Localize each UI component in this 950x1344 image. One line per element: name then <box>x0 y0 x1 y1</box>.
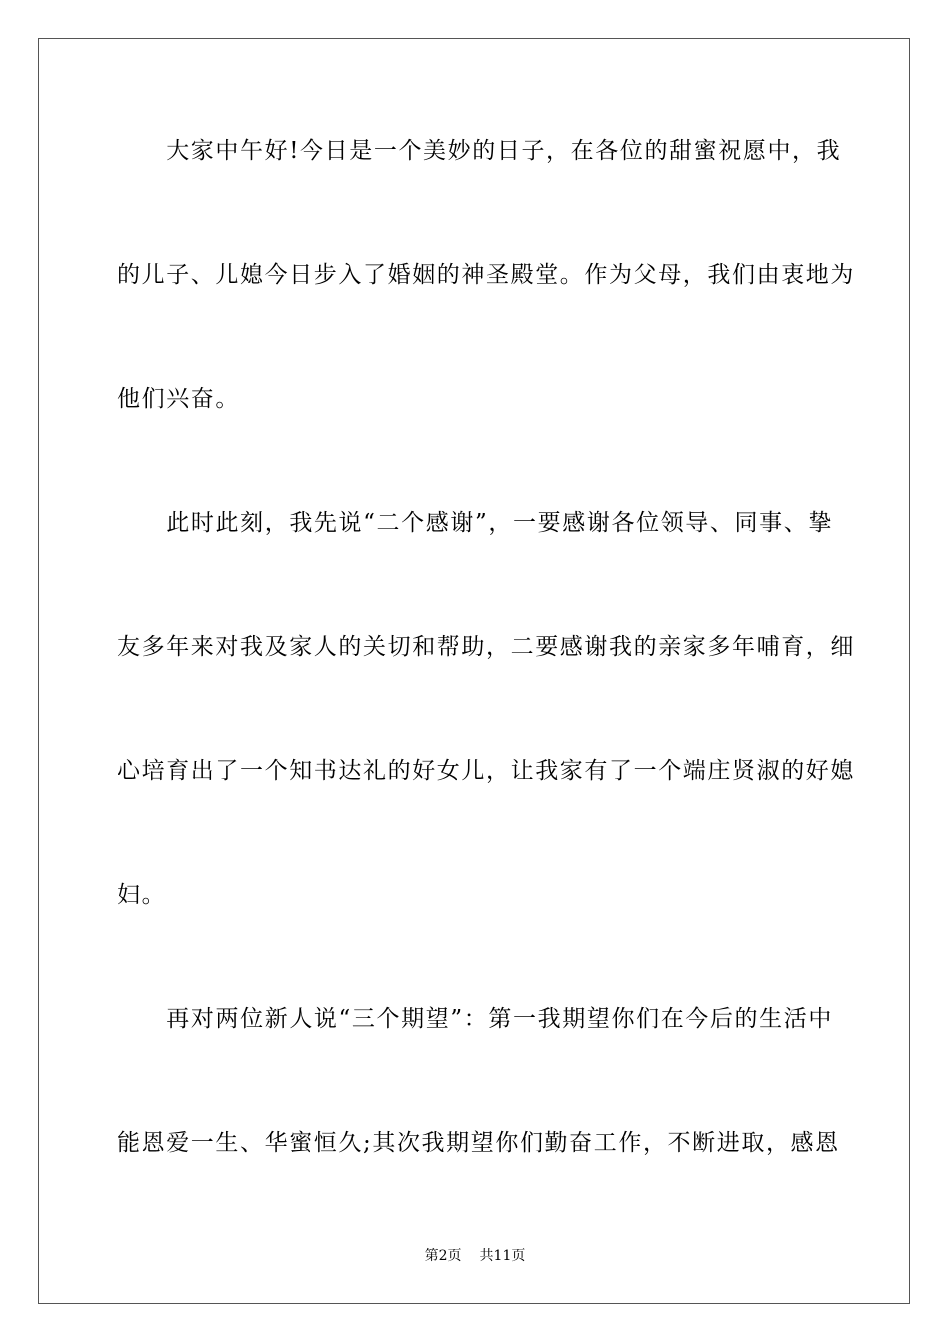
page-frame <box>38 38 910 1304</box>
page-total: 共11页 <box>479 1248 526 1264</box>
text-line-2: 的儿子、儿媳今日步入了婚姻的神圣殿堂。作为父母，我们由衷地为 <box>117 262 855 288</box>
page-number: 第2页 <box>424 1248 462 1264</box>
text-line-4: 此时此刻，我先说“二个感谢”，一要感谢各位领导、同事、挚 <box>117 510 833 536</box>
text-line-6: 心培育出了一个知书达礼的好女儿，让我家有了一个端庄贤淑的好媳 <box>117 758 855 784</box>
text-line-3: 他们兴奋。 <box>117 386 240 412</box>
text-line-9: 能恩爱一生、华蜜恒久;其次我期望你们勤奋工作，不断进取，感恩 <box>117 1130 840 1156</box>
text-line-5: 友多年来对我及家人的关切和帮助，二要感谢我的亲家多年哺育，细 <box>117 634 855 660</box>
text-line-8: 再对两位新人说“三个期望”：第一我期望你们在今后的生活中 <box>117 1006 833 1032</box>
page-footer <box>0 1247 950 1265</box>
text-line-7: 妇。 <box>117 882 167 908</box>
text-line-1: 大家中午好!今日是一个美妙的日子，在各位的甜蜜祝愿中，我 <box>117 138 842 164</box>
